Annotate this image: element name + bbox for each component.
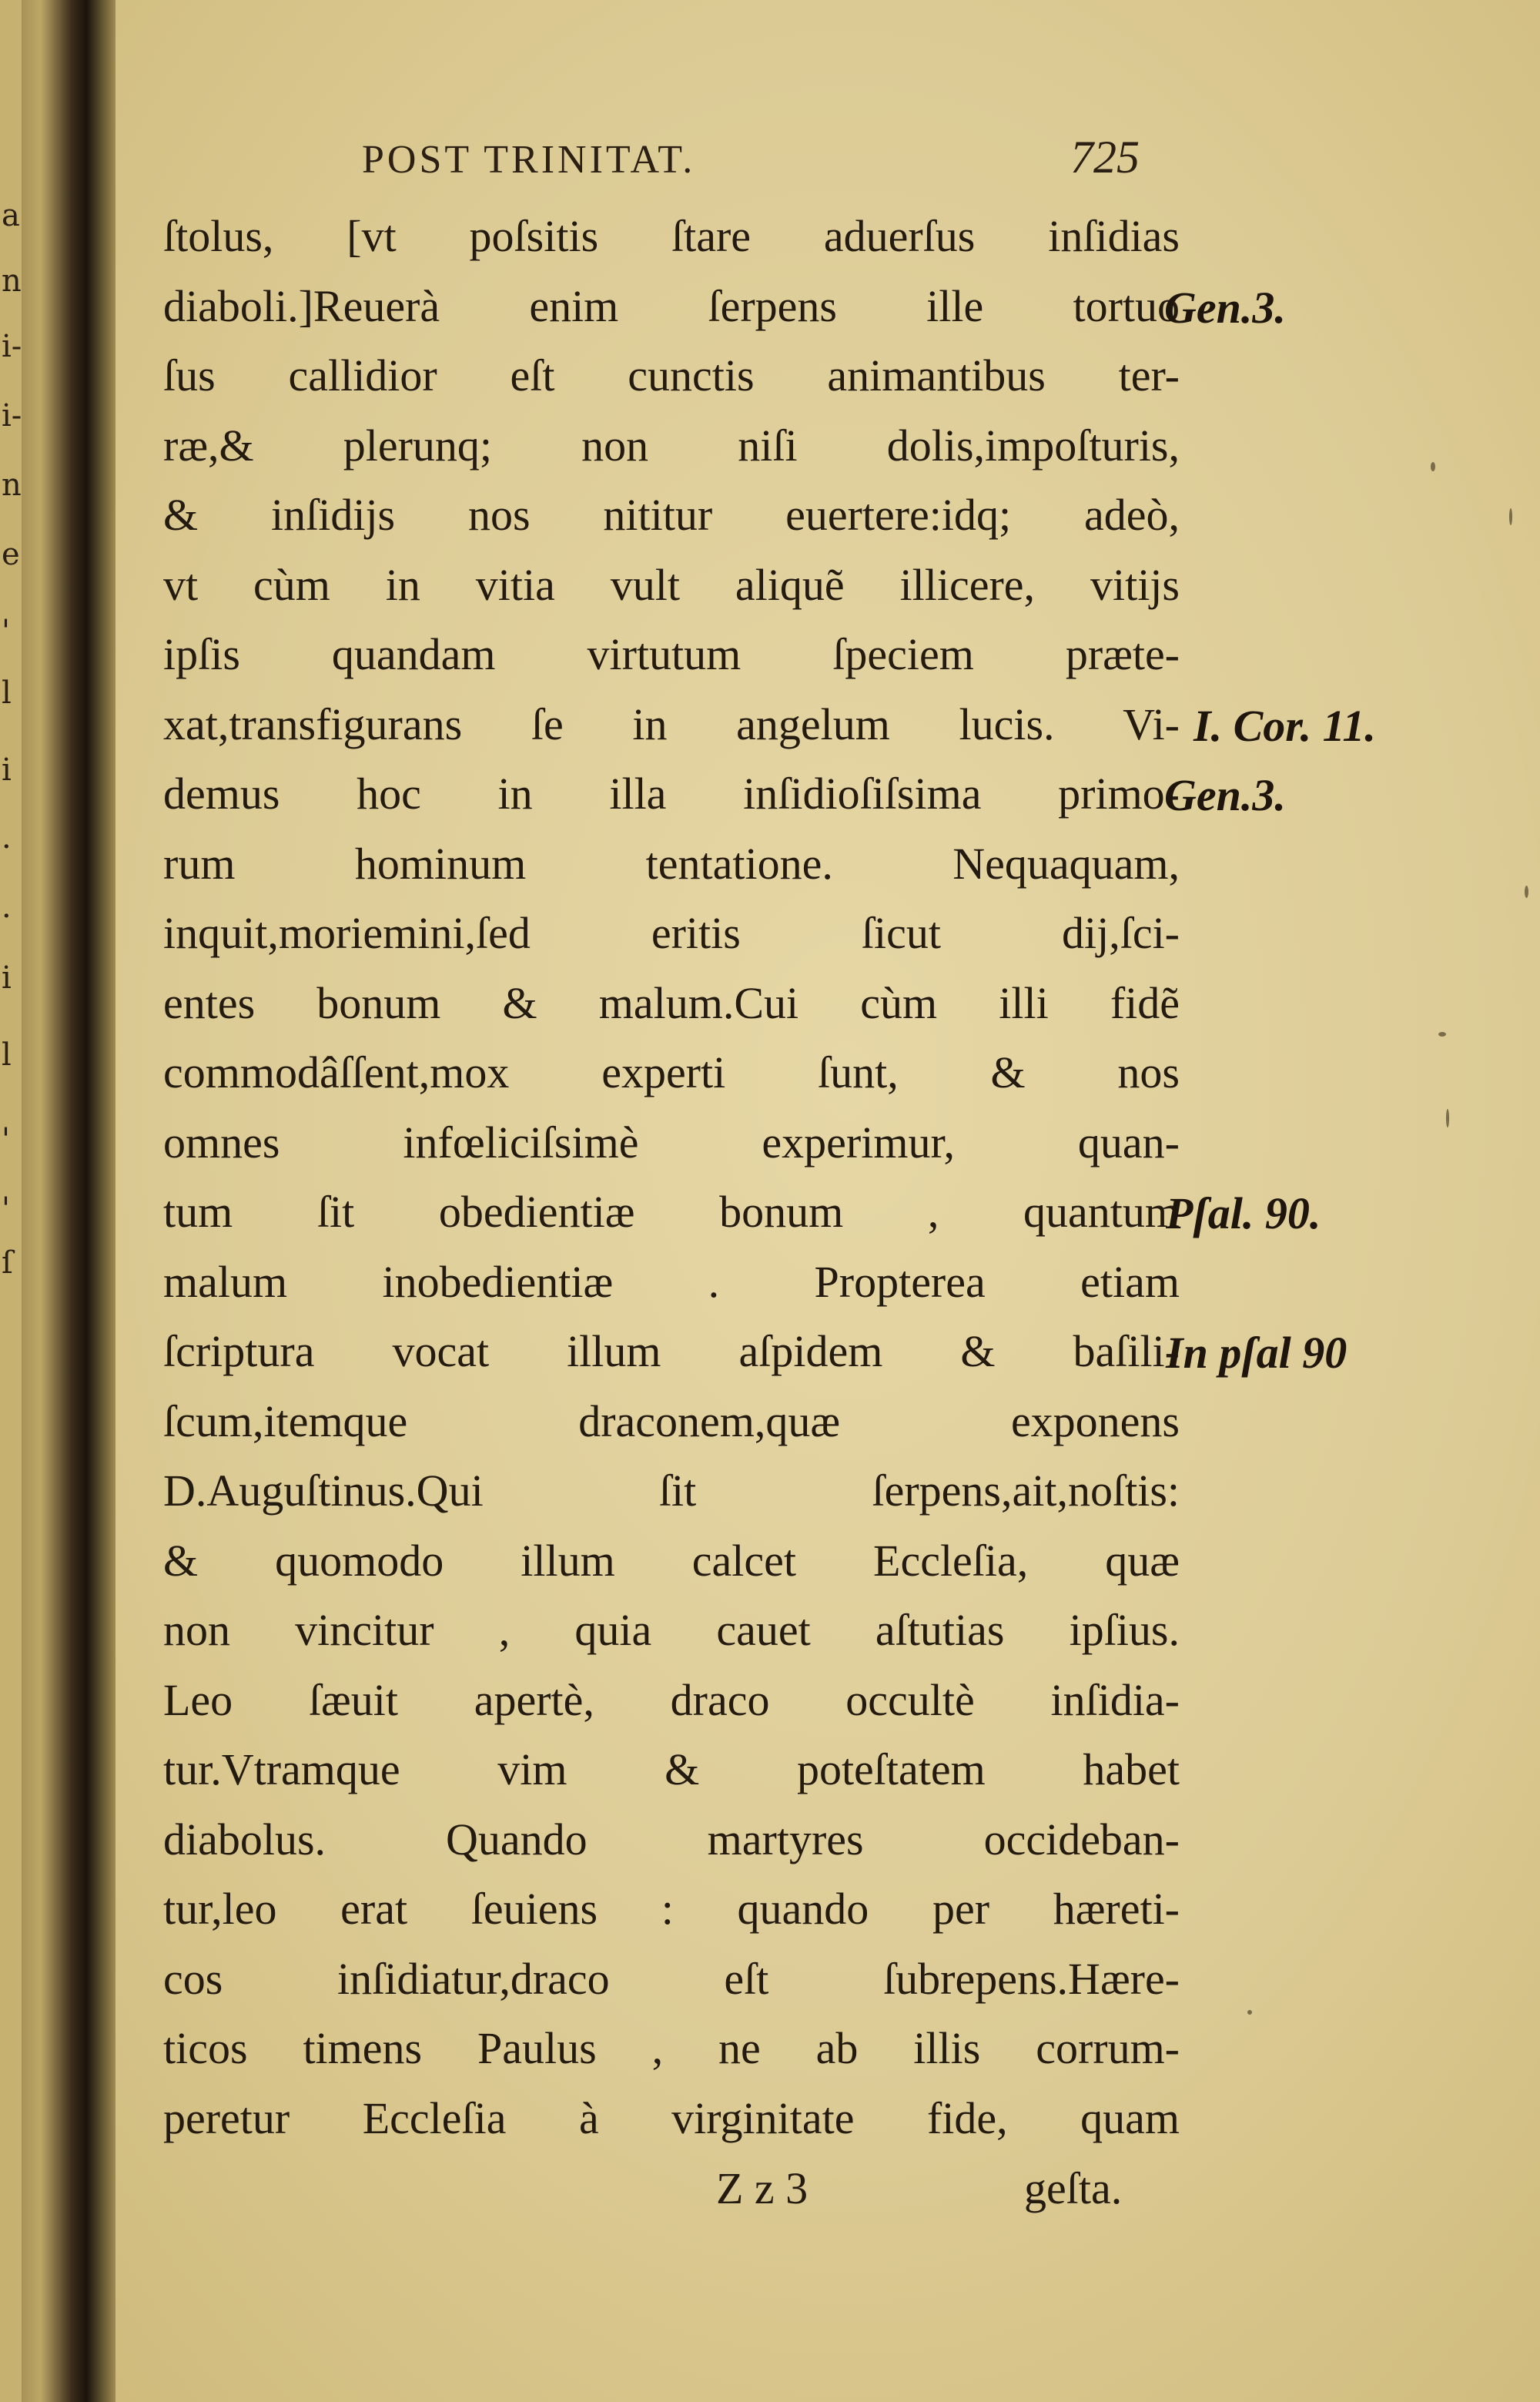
- facing-page-letter: ·: [2, 899, 12, 934]
- text-line: D.Auguſtinus.Qui ſit ſerpens,ait,noſtis:: [163, 1466, 1180, 1516]
- text-line: Leo ſæuit apertè, draco occultè inſidia-: [163, 1674, 1180, 1725]
- text-line: ipſis quandam virtutum ſpeciem præte-: [163, 629, 1180, 679]
- margin-note: I. Cor. 11.: [1194, 700, 1376, 751]
- text-line: malum inobedientiæ . Propterea etiam: [163, 1256, 1180, 1307]
- page-footer: [716, 2162, 1194, 2232]
- facing-page-letter: i-: [2, 329, 22, 364]
- text-line: inquit,moriemini,ſed eritis ſicut dij,ſci-: [163, 908, 1180, 958]
- text-line: diaboli.]Reuerà enim ſerpens ille tortuo: [163, 280, 1180, 331]
- text-line: entes bonum & malum.Cui cùm illi fidẽ: [163, 977, 1180, 1028]
- text-line: ſus callidior eſt cunctis animantibus ter-: [163, 350, 1180, 400]
- facing-page-letter: ·: [2, 829, 12, 865]
- text-line: demus hoc in illa inſidioſiſsima primo-: [163, 769, 1180, 819]
- margin-note: Pſal. 90.: [1166, 1188, 1321, 1238]
- text-line: cos inſidiatur,draco eſt ſubrepens.Hære-: [163, 1953, 1180, 2004]
- text-line: peretur Eccleſia à virginitate fide, quam: [163, 2092, 1180, 2143]
- facing-page-letter: i-: [2, 398, 22, 434]
- running-head: [362, 132, 1170, 191]
- facing-page-letter: ſ: [2, 1245, 13, 1281]
- text-line: non vincitur , quia cauet aſtutias ipſius.: [163, 1605, 1180, 1655]
- facing-page-letter: n: [2, 263, 22, 299]
- paper-speck: [1509, 508, 1512, 525]
- text-line: ſcriptura vocat illum aſpidem & baſili-: [163, 1326, 1180, 1376]
- margin-note: In pſal 90: [1166, 1328, 1348, 1378]
- text-line: xat,transfigurans ſe in angelum lucis. Vi-: [163, 698, 1180, 749]
- facing-page-letter: i: [2, 960, 12, 996]
- text-line: rum hominum tentatione. Nequaquam,: [163, 838, 1180, 889]
- running-head-title: POST TRINITAT.: [362, 138, 696, 182]
- facing-page-letter: n: [2, 467, 22, 503]
- page-number: 725: [1070, 132, 1140, 183]
- text-line: ræ,& plerunq; non niſi dolis,impoſturis,: [163, 420, 1180, 471]
- text-line: ſtolus, [vt poſsitis ſtare aduerſus inſidias: [163, 211, 1180, 261]
- text-line: commodâſſent,mox experti ſunt, & nos: [163, 1047, 1180, 1097]
- paper-speck: [1247, 2010, 1252, 2015]
- paper-speck: [1446, 1109, 1449, 1127]
- text-line: tur.Vtramque vim & poteſtatem habet: [163, 1744, 1180, 1794]
- body-text: [163, 202, 1180, 2153]
- facing-page-fragments: [0, 0, 23, 2402]
- text-line: & inſidijs nos nititur euertere:idq; adeò,: [163, 490, 1180, 540]
- facing-page-letter: ': [2, 1191, 10, 1227]
- text-line: diabolus. Quando martyres occideban-: [163, 1814, 1180, 1864]
- paper-speck: [1431, 462, 1435, 471]
- text-line: ſcum,itemque draconem,quæ exponens: [163, 1395, 1180, 1446]
- catchword: geſta.: [1024, 2163, 1123, 2213]
- text-line: tur,leo erat ſeuiens : quando per hæreti-: [163, 1884, 1180, 1934]
- text-line: tum ſit obedientiæ bonum , quantum: [163, 1187, 1180, 1237]
- paper-speck: [1525, 886, 1528, 898]
- facing-page-letter: e: [2, 537, 20, 572]
- text-line: omnes infœliciſsimè experimur, quan-: [163, 1117, 1180, 1167]
- paper-speck: [1438, 1032, 1446, 1037]
- facing-page-letter: a: [2, 198, 20, 233]
- margin-note: Gen.3.: [1164, 282, 1286, 333]
- facing-page-letter: ': [2, 614, 10, 649]
- text-line: vt cùm in vitia vult aliquẽ illicere, vitijs: [163, 559, 1180, 610]
- signature-mark: Z z 3: [716, 2163, 808, 2213]
- facing-page-letter: ': [2, 1122, 10, 1157]
- margin-note: Gen.3.: [1164, 770, 1286, 820]
- facing-page-letter: l: [2, 675, 12, 711]
- text-line: ticos timens Paulus , ne ab illis corrum-: [163, 2023, 1180, 2073]
- facing-page-letter: i: [2, 752, 12, 788]
- text-line: & quomodo illum calcet Eccleſia, quæ: [163, 1535, 1180, 1586]
- facing-page-letter: l: [2, 1037, 12, 1073]
